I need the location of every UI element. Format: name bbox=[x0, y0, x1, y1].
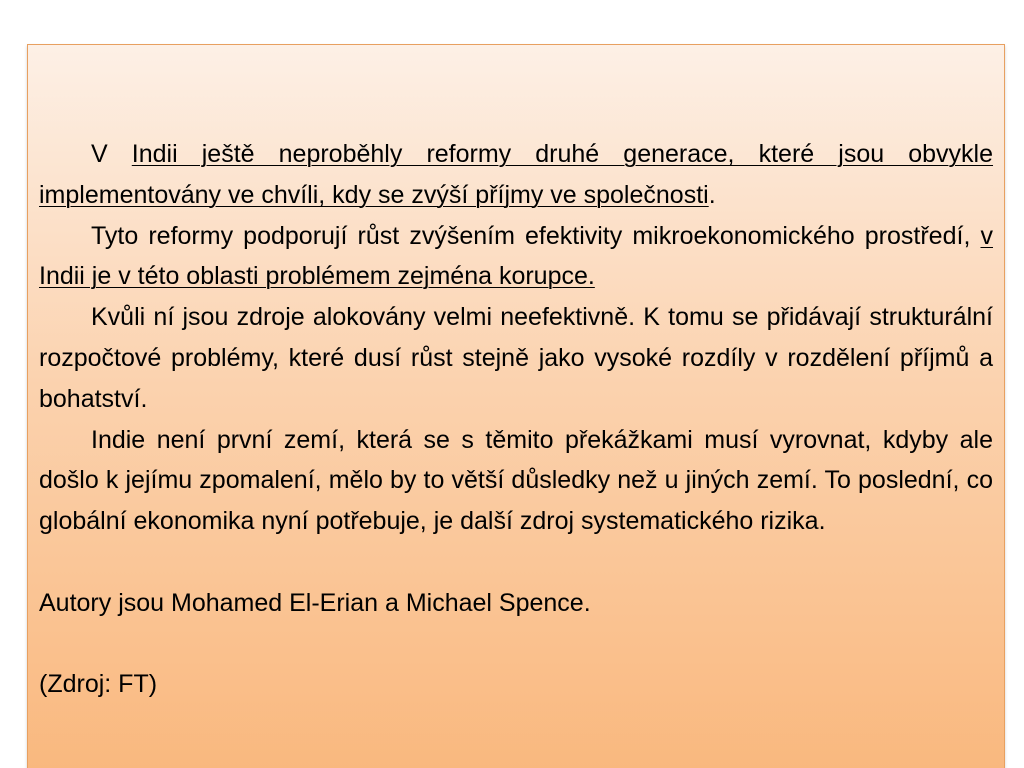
authors-line: Autory jsou Mohamed El-Erian a Michael Spence. bbox=[39, 588, 591, 617]
paragraph-1-part-1: V bbox=[91, 140, 132, 168]
paragraph-1-underlined: Indii ještě neproběhly reformy druhé generace, které jsou obvykle implementovány ve chvíli, kdy se zvýší příjmy ve společnosti bbox=[39, 140, 994, 209]
source-line: (Zdroj: FT) bbox=[39, 670, 158, 699]
paragraph-2 bbox=[39, 216, 993, 298]
paragraph-2-underlined: v Indii je v této oblasti problémem zejména korupce. bbox=[39, 221, 993, 291]
paragraph-2-part-1: Tyto reformy podporují růst zvýšením efektivity mikroekonomického prostředí, bbox=[91, 221, 981, 250]
spacer bbox=[39, 542, 993, 583]
article-text bbox=[39, 134, 993, 705]
paragraph-4 bbox=[39, 420, 993, 542]
paragraph-3-text: Kvůli ní jsou zdroje alokovány velmi neefektivně. K tomu se přidávají strukturální rozpočtové problémy, které dusí růst stejně jako vysoké rozdíly v rozdělení příjmů a bohatství. bbox=[39, 303, 993, 413]
paragraph-1-part-3: . bbox=[708, 180, 716, 209]
spacer bbox=[39, 624, 993, 665]
paragraph-3 bbox=[39, 297, 993, 419]
paragraph-1 bbox=[39, 134, 993, 216]
paragraph-4-text: Indie není první zemí, která se s těmito překážkami musí vyrovnat, kdyby ale došlo k jejímu zpomalení, mělo by to větší důsledky než u jiných zemí. To poslední, co globální ekonomika nyní potřebuje, je další zdroj systematického rizika. bbox=[39, 425, 993, 536]
